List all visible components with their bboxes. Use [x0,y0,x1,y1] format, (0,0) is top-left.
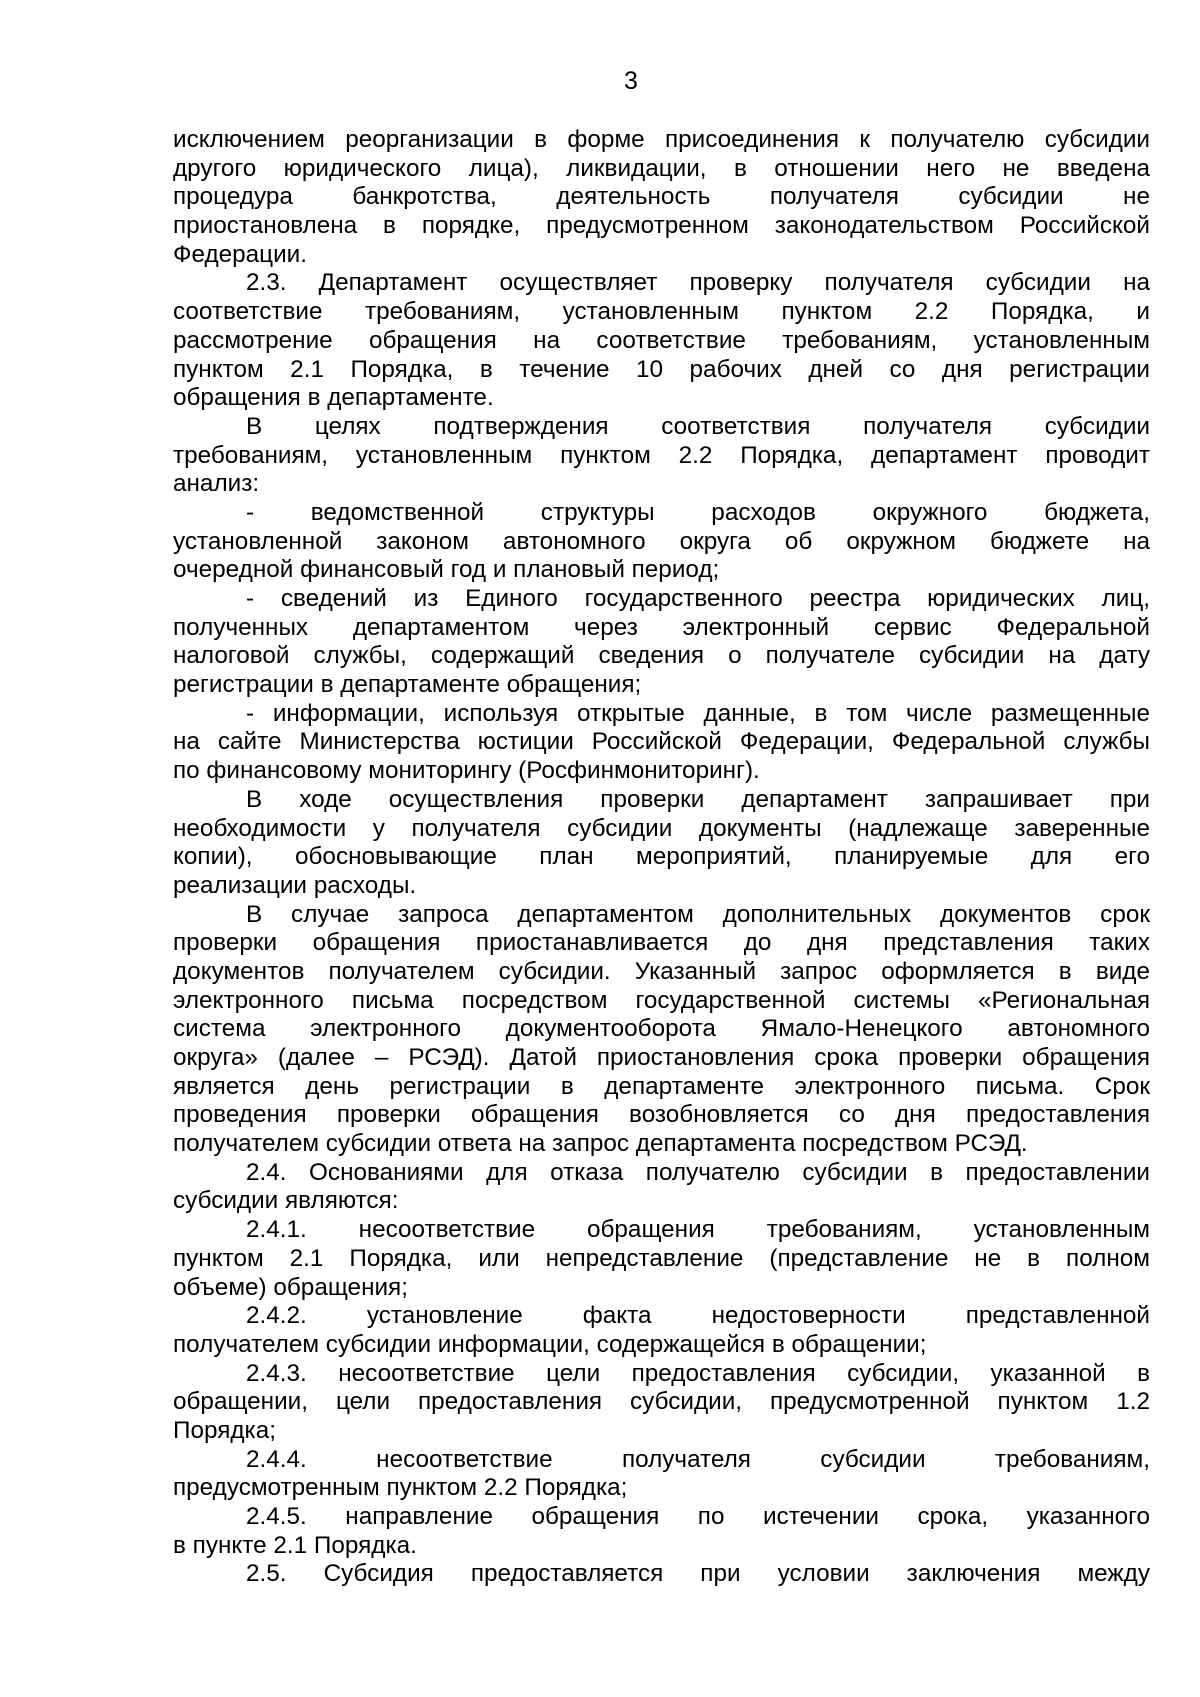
text-line: налоговой службы, содержащий сведения о получателе субсидии на дату [173,642,1150,670]
document-body [173,126,1150,1589]
text-line: получателем субсидии информации, содержащейся в обращении; [173,1330,927,1358]
text-line: 2.5. Субсидия предоставляется при условии заключения между [246,1560,1150,1588]
text-line: субсидии являются: [173,1187,399,1215]
text-line: получателем субсидии ответа на запрос департамента посредством РСЭД. [173,1130,1028,1158]
text-line: копии), обосновывающие план мероприятий, планируемые для его [173,843,1150,871]
text-line: реализации расходы. [173,871,417,899]
text-line: необходимости у получателя субсидии документы (надлежаще заверенные [173,814,1150,842]
page-number: 3 [624,67,638,95]
text-line: соответствие требованиям, установленным пунктом 2.2 Порядка, и [173,298,1150,326]
text-line: пунктом 2.1 Порядка, или непредставление (представление не в полном [173,1244,1150,1272]
text-line: на сайте Министерства юстиции Российской Федерации, Федеральной службы [173,728,1150,756]
text-line: округа» (далее – РСЭД). Датой приостановления срока проверки обращения [173,1044,1150,1071]
text-line: 2.4.2. установление факта недостоверности представленной [246,1302,1150,1330]
text-line: требованиям, установленным пунктом 2.2 Порядка, департамент проводит [173,441,1150,469]
text-line: 2.4.3. несоответствие цели предоставления субсидии, указанной в [246,1359,1150,1387]
text-line: 2.4. Основаниями для отказа получателю субсидии в предоставлении [246,1158,1150,1186]
text-line: 2.4.5. направление обращения по истечении срока, указанного [246,1503,1150,1530]
text-line: объеме) обращения; [173,1273,408,1301]
text-line: пунктом 2.1 Порядка, в течение 10 рабочих дней со дня регистрации [173,355,1150,383]
text-line: другого юридического лица), ликвидации, в отношении него не введена [173,154,1150,182]
text-line: обращении, цели предоставления субсидии, предусмотренной пунктом 1.2 [173,1388,1150,1416]
text-line: в пункте 2.1 Порядка. [173,1531,417,1559]
text-line: В ходе осуществления проверки департамент запрашивает при [246,785,1150,813]
text-line: В целях подтверждения соответствия получателя субсидии [246,412,1150,440]
text-line: процедура банкротства, деятельность получателя субсидии не [173,183,1150,211]
text-line: документов получателем субсидии. Указанный запрос оформляется в виде [173,957,1150,985]
text-line: рассмотрение обращения на соответствие требованиям, установленным [173,326,1150,354]
text-line: проведения проверки обращения возобновляется со дня предоставления [173,1101,1150,1129]
text-line: очередной финансовый год и плановый период; [173,556,720,584]
text-line: Порядка; [173,1416,276,1444]
text-line: обращения в департаменте. [173,384,494,412]
text-line: электронного письма посредством государственной системы «Региональная [173,986,1150,1014]
text-line: анализ: [173,470,260,498]
text-line: установленной законом автономного округа об окружном бюджете на [173,527,1150,555]
text-line: 2.4.1. несоответствие обращения требованиям, установленным [246,1216,1150,1244]
text-line: проверки обращения приостанавливается до дня представления таких [173,929,1150,957]
text-line: является день регистрации в департаменте электронного письма. Срок [173,1072,1150,1100]
text-line: полученных департаментом через электронный сервис Федеральной [173,613,1150,641]
text-line: - информации, используя открытые данные, в том числе размещенные [246,699,1150,727]
text-line: регистрации в департаменте обращения; [173,671,642,699]
text-line: Федерации. [173,240,307,268]
text-line: исключением реорганизации в форме присоединения к получателю субсидии [173,126,1150,153]
text-line: предусмотренным пунктом 2.2 Порядка; [173,1474,628,1502]
text-line: 2.3. Департамент осуществляет проверку получателя субсидии на [246,269,1150,297]
text-line: система электронного документооборота Ямало-Ненецкого автономного [173,1015,1150,1043]
text-line: В случае запроса департаментом дополнительных документов срок [246,900,1150,928]
text-line: - ведомственной структуры расходов окружного бюджета, [246,498,1150,526]
text-line: приостановлена в порядке, предусмотренном законодательством Российской [173,212,1150,240]
text-line: по финансовому мониторингу (Росфинмониторинг). [173,757,760,785]
text-line: - сведений из Единого государственного реестра юридических лиц, [246,585,1150,612]
text-line: 2.4.4. несоответствие получателя субсидии требованиям, [246,1445,1150,1473]
